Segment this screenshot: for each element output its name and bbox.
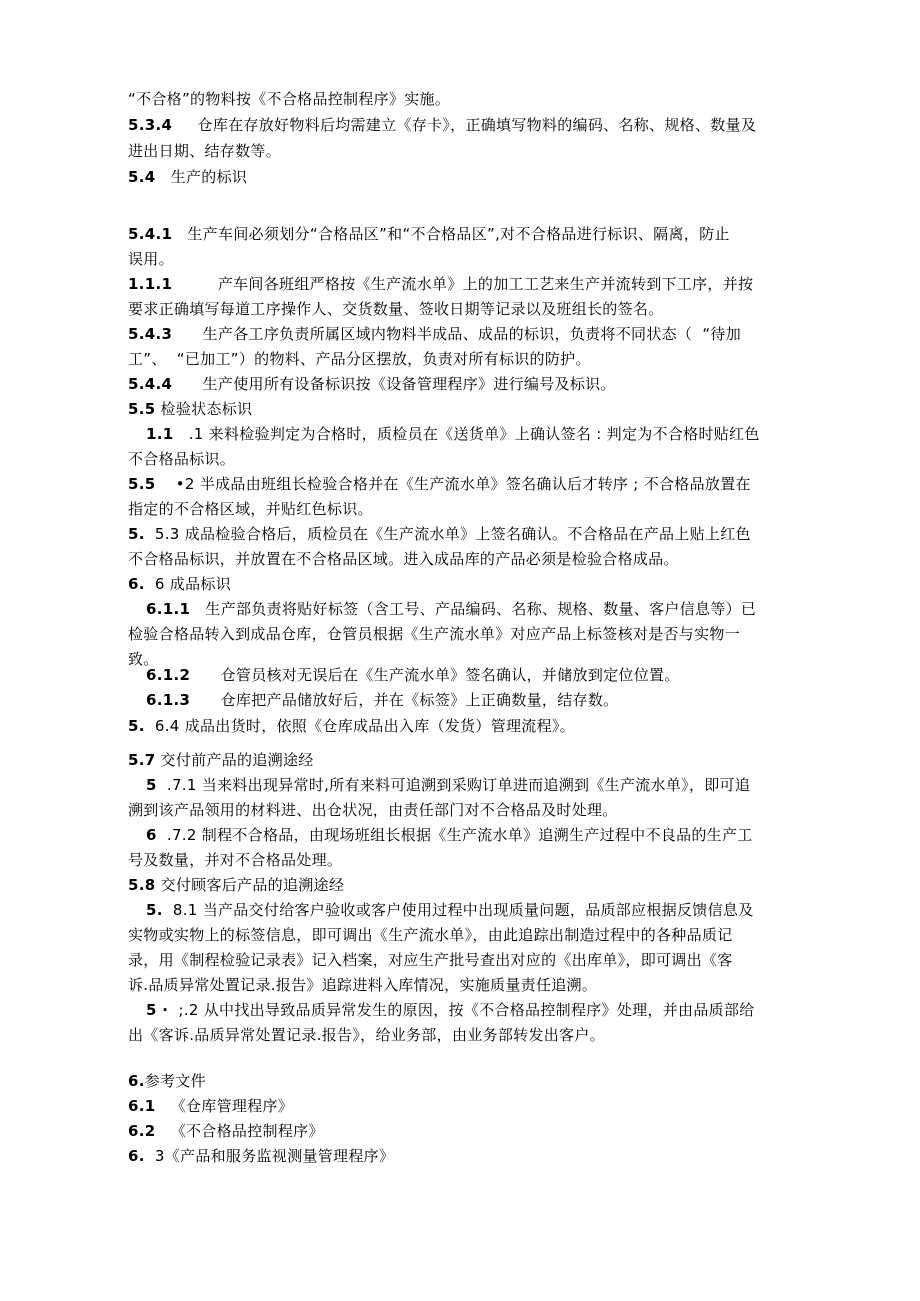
reference-item: 6.2 《不合格品控制程序》 [128,1122,324,1140]
text-line: 要求正确填写每道工序操作人、交货数量、签收日期等记录以及班组长的签名。 [128,300,664,318]
text-line: 6 .7.2 制程不合格品，由现场班组长根据《生产流水单》追溯生产过程中不良品的生产工 [146,826,753,844]
text-line: 5 .7.1 当来料出现异常时,所有来料可追溯到采购订单进而追溯到《生产流水单》，即可追 [146,776,751,794]
text-line: 5 · ;.2 从中找出导致品质异常发生的原因，按《不合格品控制程序》处理，并由品质部给 [146,1001,755,1019]
text-line: 出《客诉.品质异常处置记录.报告》，给业务部，由业务部转发出客户。 [128,1026,605,1044]
text-line: 5. 8.1 当产品交付给客户验收或客户使用过程中出现质量问题，品质部应根据反馈信息及 [146,901,754,919]
text-line: 1.1 .1 来料检验判定为合格时，质检员在《送货单》上确认签名 : 判定为不合格时贴红色 [146,425,760,443]
text-line: 6.1.3 仓库把产品储放好后，并在《标签》上正确数量，结存数。 [146,691,619,709]
reference-item: 6. 3《产品和服务监视测量管理程序》 [128,1147,395,1165]
text-line: 5.3.4 仓库在存放好物料后均需建立《存卡》，正确填写物料的编码、名称、规格、数量及 [128,116,757,134]
text-line: 6.1.2 仓管员核对无误后在《生产流水单》签名确认，并储放到定位位置。 [146,666,680,684]
section-heading: 6. 6 成品标识 [128,575,231,593]
text-line: 不合格品标识，并放置在不合格品区域。进入成品库的产品必须是检验合格成品。 [128,550,679,568]
text-line: 1.1.1 产车间各班组严格按《生产流水单》上的加工工艺来生产并流转到下工序，并按 [128,275,754,293]
section-heading: 5.8 交付顾客后产品的追溯途经 [128,876,345,894]
text-line: 号及数量，并对不合格品处理。 [128,851,343,869]
text-line: 录，用《制程检验记录表》记入档案，对应生产批号查出对应的《出库单》，即可调出《客 [128,951,733,969]
text-line: “不合格”的物料按《不合格品控制程序》实施。 [128,90,451,108]
section-heading: 6.参考文件 [128,1072,206,1090]
text-line: 5.4.1 生产车间必须划分“合格品区”和“不合格品区”,对不合格品进行标识、隔离，防止 [128,225,730,243]
text-line: 诉.品质异常处置记录.报告》追踪进料入库情况，实施质量责任追溯。 [128,976,598,994]
text-line: 指定的不合格区域，并贴红色标识。 [128,500,373,518]
text-line: 不合格品标识。 [128,450,236,468]
section-heading: 5.5 检验状态标识 [128,400,253,418]
text-line: 5.4.3 生产各工序负责所属区域内物料半成品、成品的标识，负责将不同状态（ “待加 [128,325,742,343]
text-line: 5.5 •2 半成品由班组长检验合格并在《生产流水单》签名确认后才转序 ; 不合格品放置在 [128,475,751,493]
text-line: 实物或实物上的标签信息，即可调出《生产流水单》，由此追踪出制造过程中的各种品质记 [128,926,733,944]
text-line: 5. 6.4 成品出货时，依照《仓库成品出入库（发货）管理流程》。 [128,717,576,735]
section-heading: 5.7 交付前产品的追溯途经 [128,751,314,769]
text-line: 检验合格品转入到成品仓库，仓管员根据《生产流水单》对应产品上标签核对是否与实物一 [128,625,741,643]
section-heading: 5.4 生产的标识 [128,168,248,186]
text-line: 误用。 [128,250,174,268]
text-line: 溯到该产品领用的材料进、出仓状况，由责任部门对不合格品及时处理。 [128,801,618,819]
text-line: 6.1.1 生产部负责将贴好标签（含工号、产品编码、名称、规格、数量、客户信息等）已 [146,600,757,618]
text-line: 致。 [128,650,159,668]
text-line: 5.4.4 生产使用所有设备标识按《设备管理程序》进行编号及标识。 [128,375,616,393]
text-line: 进出日期、结存数等。 [128,142,282,160]
text-line: 工”、 “已加工”）的物料、产品分区摆放，负责对所有标识的防护。 [128,350,591,368]
reference-item: 6.1 《仓库管理程序》 [128,1097,294,1115]
text-line: 5. 5.3 成品检验合格后，质检员在《生产流水单》上签名确认。不合格品在产品上贴上红色 [128,525,751,543]
